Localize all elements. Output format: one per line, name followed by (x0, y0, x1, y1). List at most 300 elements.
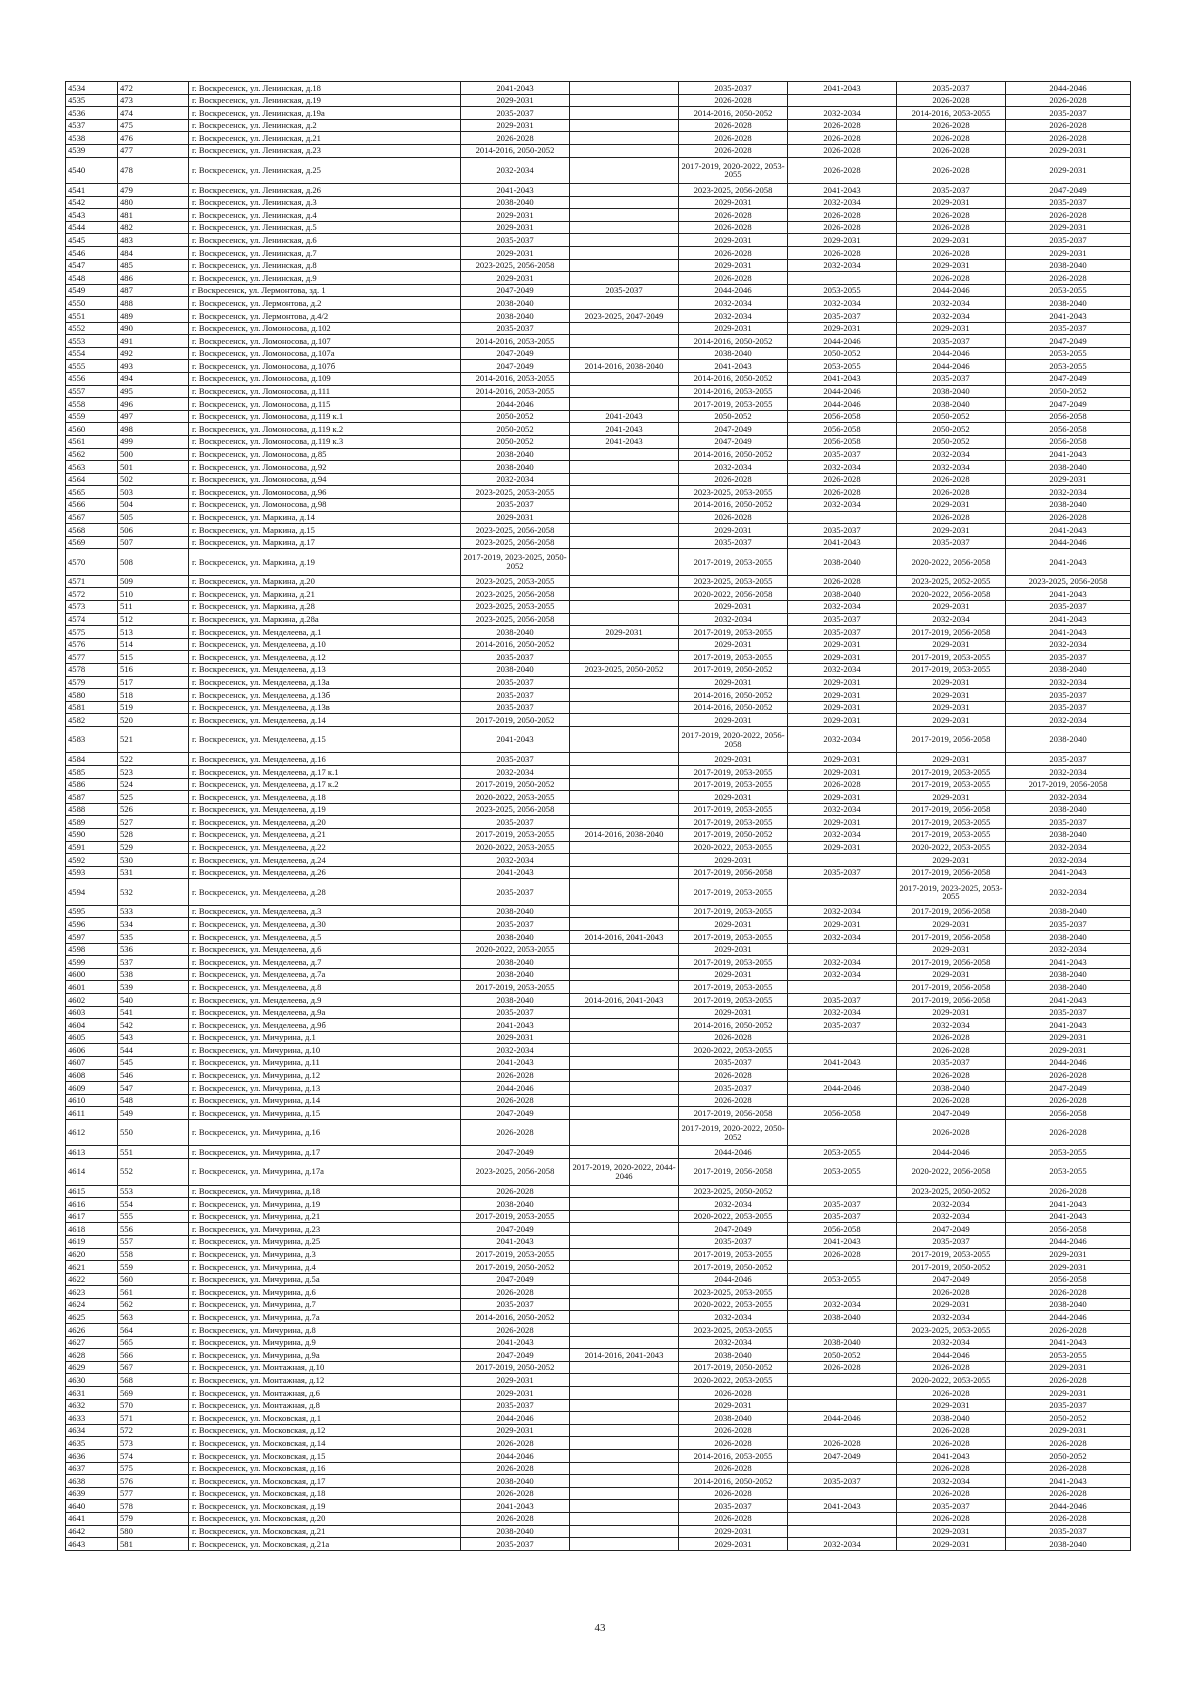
period-cell-5: 2017-2019, 2056-2058 (897, 905, 1006, 918)
table-row (66, 410, 1131, 423)
period-cell-1: 2032-2034 (461, 1044, 570, 1057)
period-cell-3: 2035-2037 (679, 1056, 788, 1069)
row-number-cell: 4591 (66, 841, 118, 854)
item-number-cell: 562 (118, 1298, 189, 1311)
period-cell-5: 2017-2019, 2053-2055 (897, 778, 1006, 791)
address-cell: г. Воскресенск, ул. Менделеева, д.7а (189, 968, 461, 981)
period-cell-3: 2023-2025, 2053-2055 (679, 1324, 788, 1337)
address-cell: г. Воскресенск, ул. Менделеева, д.30 (189, 918, 461, 931)
period-cell-4: 2041-2043 (788, 536, 897, 549)
period-cell-3: 2032-2034 (679, 1311, 788, 1324)
period-cell-3: 2032-2034 (679, 310, 788, 323)
item-number-cell: 484 (118, 247, 189, 260)
period-cell-1: 2035-2037 (461, 879, 570, 906)
period-cell-6: 2053-2055 (1006, 347, 1131, 360)
period-cell-6: 2026-2028 (1006, 1487, 1131, 1500)
period-cell-6: 2050-2052 (1006, 1450, 1131, 1463)
period-cell-3: 2026-2028 (679, 511, 788, 524)
period-cell-4 (788, 272, 897, 285)
period-cell-2 (570, 448, 679, 461)
table-row (66, 1336, 1131, 1349)
period-cell-6: 2041-2043 (1006, 588, 1131, 601)
period-cell-1: 2023-2025, 2056-2058 (461, 803, 570, 816)
table-row (66, 360, 1131, 373)
period-cell-2 (570, 157, 679, 184)
period-cell-4: 2041-2043 (788, 1056, 897, 1069)
page-number: 43 (594, 1622, 606, 1634)
period-cell-5: 2029-2031 (897, 676, 1006, 689)
row-number-cell: 4551 (66, 310, 118, 323)
item-number-cell: 539 (118, 981, 189, 994)
item-number-cell: 540 (118, 994, 189, 1007)
period-cell-6: 2026-2028 (1006, 1119, 1131, 1146)
row-number-cell: 4544 (66, 221, 118, 234)
period-cell-4 (788, 1424, 897, 1437)
table-row (66, 1424, 1131, 1437)
table-row (66, 638, 1131, 651)
period-cell-5: 2032-2034 (897, 1198, 1006, 1211)
table-row (66, 626, 1131, 639)
period-cell-2 (570, 549, 679, 576)
period-cell-5: 2032-2034 (897, 1311, 1006, 1324)
item-number-cell: 516 (118, 663, 189, 676)
period-cell-5: 2026-2028 (897, 1487, 1006, 1500)
period-cell-1: 2050-2052 (461, 410, 570, 423)
row-number-cell: 4557 (66, 385, 118, 398)
period-cell-3: 2029-2031 (679, 196, 788, 209)
period-cell-6: 2053-2055 (1006, 1159, 1131, 1186)
row-number-cell: 4635 (66, 1437, 118, 1450)
address-cell: г. Воскресенск, ул. Менделеева, д.13 (189, 663, 461, 676)
period-cell-3: 2017-2019, 2053-2055 (679, 879, 788, 906)
period-cell-5: 2029-2031 (897, 714, 1006, 727)
period-cell-3: 2017-2019, 2053-2055 (679, 1248, 788, 1261)
address-cell: г. Воскресенск, ул. Мичурина, д.7а (189, 1311, 461, 1324)
period-cell-6: 2047-2049 (1006, 1082, 1131, 1095)
period-cell-1: 2038-2040 (461, 1525, 570, 1538)
period-cell-1: 2038-2040 (461, 1475, 570, 1488)
period-cell-6: 2056-2058 (1006, 435, 1131, 448)
period-cell-4: 2035-2037 (788, 1475, 897, 1488)
item-number-cell: 534 (118, 918, 189, 931)
table-row (66, 1069, 1131, 1082)
item-number-cell: 498 (118, 423, 189, 436)
period-cell-3: 2017-2019, 2053-2055 (679, 778, 788, 791)
table-row (66, 157, 1131, 184)
period-cell-4: 2041-2043 (788, 1235, 897, 1248)
address-cell: г. Воскресенск, ул. Ленинская, д.5 (189, 221, 461, 234)
period-cell-4: 2050-2052 (788, 347, 897, 360)
address-cell: г. Воскресенск, ул. Маркина, д.20 (189, 575, 461, 588)
period-cell-2 (570, 689, 679, 702)
period-cell-5: 2014-2016, 2053-2055 (897, 107, 1006, 120)
row-number-cell: 4552 (66, 322, 118, 335)
period-cell-2 (570, 335, 679, 348)
period-cell-3: 2014-2016, 2053-2055 (679, 1450, 788, 1463)
table-row (66, 1525, 1131, 1538)
period-cell-1: 2038-2040 (461, 968, 570, 981)
row-number-cell: 4606 (66, 1044, 118, 1057)
period-cell-5: 2050-2052 (897, 423, 1006, 436)
item-number-cell: 477 (118, 144, 189, 157)
period-cell-6: 2038-2040 (1006, 803, 1131, 816)
row-number-cell: 4579 (66, 676, 118, 689)
period-cell-3: 2029-2031 (679, 259, 788, 272)
row-number-cell: 4593 (66, 866, 118, 879)
period-cell-2 (570, 1437, 679, 1450)
item-number-cell: 472 (118, 82, 189, 95)
period-cell-5: 2029-2031 (897, 753, 1006, 766)
period-cell-5: 2047-2049 (897, 1273, 1006, 1286)
table-row (66, 524, 1131, 537)
item-number-cell: 499 (118, 435, 189, 448)
period-cell-4: 2035-2037 (788, 626, 897, 639)
period-cell-6: 2035-2037 (1006, 816, 1131, 829)
period-cell-3: 2017-2019, 2053-2055 (679, 931, 788, 944)
address-cell: г. Воскресенск, ул. Мичурина, д.17а (189, 1159, 461, 1186)
period-cell-1: 2014-2016, 2053-2055 (461, 335, 570, 348)
address-cell: г. Воскресенск, ул. Мичурина, д.12 (189, 1069, 461, 1082)
period-cell-5: 2026-2028 (897, 132, 1006, 145)
period-cell-5: 2032-2034 (897, 461, 1006, 474)
period-cell-4: 2026-2028 (788, 157, 897, 184)
table-row (66, 297, 1131, 310)
row-number-cell: 4548 (66, 272, 118, 285)
period-cell-6: 2050-2052 (1006, 385, 1131, 398)
row-number-cell: 4576 (66, 638, 118, 651)
table-row (66, 841, 1131, 854)
period-cell-4 (788, 879, 897, 906)
table-row (66, 435, 1131, 448)
period-cell-2 (570, 297, 679, 310)
period-cell-2 (570, 1450, 679, 1463)
period-cell-2 (570, 1462, 679, 1475)
row-number-cell: 4542 (66, 196, 118, 209)
period-cell-2 (570, 905, 679, 918)
period-cell-6: 2038-2040 (1006, 981, 1131, 994)
table-row (66, 956, 1131, 969)
address-cell: г. Воскресенск, ул. Менделеева, д.6 (189, 943, 461, 956)
period-cell-2 (570, 676, 679, 689)
table-row (66, 854, 1131, 867)
period-cell-5: 2026-2028 (897, 1512, 1006, 1525)
item-number-cell: 570 (118, 1399, 189, 1412)
row-number-cell: 4636 (66, 1450, 118, 1463)
item-number-cell: 482 (118, 221, 189, 234)
period-cell-5: 2026-2028 (897, 209, 1006, 222)
period-cell-4 (788, 94, 897, 107)
row-number-cell: 4575 (66, 626, 118, 639)
row-number-cell: 4610 (66, 1094, 118, 1107)
address-cell: г. Воскресенск, ул. Мичурина, д.25 (189, 1235, 461, 1248)
period-cell-6: 2056-2058 (1006, 1273, 1131, 1286)
item-number-cell: 572 (118, 1424, 189, 1437)
period-cell-3: 2026-2028 (679, 272, 788, 285)
period-cell-1: 2017-2019, 2050-2052 (461, 1361, 570, 1374)
period-cell-5: 2023-2025, 2052-2055 (897, 575, 1006, 588)
period-cell-6: 2047-2049 (1006, 398, 1131, 411)
period-cell-4 (788, 1487, 897, 1500)
period-cell-1: 2017-2019, 2050-2052 (461, 1261, 570, 1274)
item-number-cell: 541 (118, 1006, 189, 1019)
period-cell-6: 2032-2034 (1006, 486, 1131, 499)
address-cell: г. Воскресенск, ул. Ломоносова, д.96 (189, 486, 461, 499)
item-number-cell: 483 (118, 234, 189, 247)
address-cell: г. Воскресенск, ул. Мичурина, д.13 (189, 1082, 461, 1095)
period-cell-5: 2026-2028 (897, 1044, 1006, 1057)
row-number-cell: 4572 (66, 588, 118, 601)
item-number-cell: 486 (118, 272, 189, 285)
address-cell: г. Воскресенск, ул. Маркина, д.19 (189, 549, 461, 576)
period-cell-1: 2044-2046 (461, 1450, 570, 1463)
period-cell-4 (788, 1261, 897, 1274)
period-cell-2 (570, 701, 679, 714)
period-cell-5: 2026-2028 (897, 1031, 1006, 1044)
period-cell-4: 2050-2052 (788, 1349, 897, 1362)
address-cell: г. Воскресенск, ул. Мичурина, д.4 (189, 1261, 461, 1274)
period-cell-5: 2050-2052 (897, 435, 1006, 448)
row-number-cell: 4598 (66, 943, 118, 956)
period-cell-1: 2029-2031 (461, 1387, 570, 1400)
period-cell-5: 2026-2028 (897, 473, 1006, 486)
period-cell-2 (570, 247, 679, 260)
period-cell-5: 2023-2025, 2050-2052 (897, 1185, 1006, 1198)
period-cell-4: 2056-2058 (788, 435, 897, 448)
table-row (66, 1107, 1131, 1120)
period-cell-1: 2029-2031 (461, 119, 570, 132)
period-cell-2 (570, 588, 679, 601)
row-number-cell: 4600 (66, 968, 118, 981)
item-number-cell: 529 (118, 841, 189, 854)
period-cell-2 (570, 498, 679, 511)
period-cell-3: 2029-2031 (679, 854, 788, 867)
period-cell-1: 2026-2028 (461, 1462, 570, 1475)
period-cell-4: 2026-2028 (788, 473, 897, 486)
period-cell-5: 2029-2031 (897, 854, 1006, 867)
item-number-cell: 473 (118, 94, 189, 107)
row-number-cell: 4605 (66, 1031, 118, 1044)
address-cell: г. Воскресенск, ул. Ленинская, д.19 (189, 94, 461, 107)
period-cell-3: 2029-2031 (679, 943, 788, 956)
period-cell-5: 2026-2028 (897, 486, 1006, 499)
period-cell-2 (570, 1324, 679, 1337)
address-cell: г. Воскресенск, ул. Ленинская, д.26 (189, 184, 461, 197)
period-cell-4: 2032-2034 (788, 259, 897, 272)
period-cell-6: 2038-2040 (1006, 498, 1131, 511)
period-cell-3: 2017-2019, 2053-2055 (679, 803, 788, 816)
address-cell: г. Воскресенск, ул. Маркина, д.17 (189, 536, 461, 549)
item-number-cell: 558 (118, 1248, 189, 1261)
period-cell-2 (570, 1069, 679, 1082)
row-number-cell: 4594 (66, 879, 118, 906)
period-cell-5: 2023-2025, 2053-2055 (897, 1324, 1006, 1337)
period-cell-1: 2029-2031 (461, 1374, 570, 1387)
period-cell-5: 2026-2028 (897, 1462, 1006, 1475)
period-cell-6: 2038-2040 (1006, 1298, 1131, 1311)
period-cell-5: 2026-2028 (897, 1424, 1006, 1437)
address-cell: г. Воскресенск, ул. Мичурина, д.16 (189, 1119, 461, 1146)
period-cell-4: 2029-2031 (788, 841, 897, 854)
period-cell-4: 2029-2031 (788, 689, 897, 702)
period-cell-1: 2026-2028 (461, 1324, 570, 1337)
period-cell-5: 2026-2028 (897, 1286, 1006, 1299)
period-cell-3: 2017-2019, 2050-2052 (679, 1261, 788, 1274)
period-cell-1: 2014-2016, 2053-2055 (461, 372, 570, 385)
item-number-cell: 479 (118, 184, 189, 197)
period-cell-3: 2014-2016, 2050-2052 (679, 448, 788, 461)
item-number-cell: 561 (118, 1286, 189, 1299)
repair-schedule-table (65, 81, 1131, 1551)
table-row (66, 663, 1131, 676)
address-cell: г. Воскресенск, ул. Менделеева, д.1 (189, 626, 461, 639)
period-cell-5: 2029-2031 (897, 600, 1006, 613)
row-number-cell: 4561 (66, 435, 118, 448)
period-cell-1: 2023-2025, 2056-2058 (461, 524, 570, 537)
period-cell-2 (570, 981, 679, 994)
table-row (66, 803, 1131, 816)
table-row (66, 234, 1131, 247)
period-cell-5: 2032-2034 (897, 613, 1006, 626)
period-cell-1: 2038-2040 (461, 931, 570, 944)
table-row (66, 613, 1131, 626)
period-cell-6: 2035-2037 (1006, 1399, 1131, 1412)
item-number-cell: 566 (118, 1349, 189, 1362)
period-cell-3: 2029-2031 (679, 1538, 788, 1551)
address-cell: г. Воскресенск, ул. Мичурина, д.8 (189, 1324, 461, 1337)
period-cell-6: 2026-2028 (1006, 1324, 1131, 1337)
period-cell-5: 2020-2022, 2053-2055 (897, 1374, 1006, 1387)
period-cell-1: 2032-2034 (461, 473, 570, 486)
period-cell-1: 2047-2049 (461, 1273, 570, 1286)
period-cell-5: 2038-2040 (897, 1082, 1006, 1095)
period-cell-5: 2026-2028 (897, 1387, 1006, 1400)
address-cell: г. Воскресенск, ул. Менделеева, д.21 (189, 828, 461, 841)
period-cell-4: 2056-2058 (788, 1223, 897, 1236)
period-cell-6: 2035-2037 (1006, 1006, 1131, 1019)
item-number-cell: 553 (118, 1185, 189, 1198)
table-row (66, 1198, 1131, 1211)
table-row (66, 931, 1131, 944)
table-row (66, 284, 1131, 297)
period-cell-1: 2017-2019, 2053-2055 (461, 1248, 570, 1261)
address-cell: г. Воскресенск, ул. Менделеева, д.22 (189, 841, 461, 854)
period-cell-1: 2020-2022, 2053-2055 (461, 943, 570, 956)
table-row (66, 1512, 1131, 1525)
row-number-cell: 4633 (66, 1412, 118, 1425)
period-cell-5: 2032-2034 (897, 310, 1006, 323)
table-row (66, 107, 1131, 120)
period-cell-6: 2041-2043 (1006, 1019, 1131, 1032)
period-cell-1: 2038-2040 (461, 310, 570, 323)
item-number-cell: 513 (118, 626, 189, 639)
item-number-cell: 554 (118, 1198, 189, 1211)
table-row (66, 1031, 1131, 1044)
period-cell-5: 2026-2028 (897, 1069, 1006, 1082)
period-cell-2 (570, 753, 679, 766)
period-cell-4: 2053-2055 (788, 284, 897, 297)
period-cell-3: 2029-2031 (679, 753, 788, 766)
period-cell-4: 2026-2028 (788, 1361, 897, 1374)
period-cell-5: 2026-2028 (897, 221, 1006, 234)
item-number-cell: 480 (118, 196, 189, 209)
period-cell-4: 2026-2028 (788, 1437, 897, 1450)
period-cell-3: 2032-2034 (679, 1198, 788, 1211)
period-cell-1: 2035-2037 (461, 234, 570, 247)
row-number-cell: 4580 (66, 689, 118, 702)
table-row (66, 816, 1131, 829)
period-cell-1: 2041-2043 (461, 1019, 570, 1032)
address-cell: г. Воскресенск, ул. Московская, д.21 (189, 1525, 461, 1538)
item-number-cell: 552 (118, 1159, 189, 1186)
row-number-cell: 4559 (66, 410, 118, 423)
period-cell-3: 2014-2016, 2050-2052 (679, 372, 788, 385)
period-cell-4: 2032-2034 (788, 600, 897, 613)
item-number-cell: 515 (118, 651, 189, 664)
item-number-cell: 546 (118, 1069, 189, 1082)
table-row (66, 651, 1131, 664)
period-cell-4: 2026-2028 (788, 119, 897, 132)
period-cell-4: 2032-2034 (788, 905, 897, 918)
period-cell-6: 2035-2037 (1006, 753, 1131, 766)
period-cell-1: 2044-2046 (461, 1082, 570, 1095)
period-cell-6: 2026-2028 (1006, 511, 1131, 524)
period-cell-2 (570, 1298, 679, 1311)
row-number-cell: 4537 (66, 119, 118, 132)
item-number-cell: 491 (118, 335, 189, 348)
period-cell-5: 2032-2034 (897, 1336, 1006, 1349)
address-cell: г. Воскресенск, ул. Ломоносова, д.85 (189, 448, 461, 461)
period-cell-3: 2017-2019, 2053-2055 (679, 994, 788, 1007)
item-number-cell: 577 (118, 1487, 189, 1500)
item-number-cell: 545 (118, 1056, 189, 1069)
period-cell-2 (570, 221, 679, 234)
row-number-cell: 4617 (66, 1210, 118, 1223)
period-cell-6: 2029-2031 (1006, 1387, 1131, 1400)
item-number-cell: 531 (118, 866, 189, 879)
period-cell-5: 2029-2031 (897, 1399, 1006, 1412)
period-cell-2 (570, 1210, 679, 1223)
address-cell: г. Воскресенск, ул. Ленинская, д.21 (189, 132, 461, 145)
period-cell-2 (570, 1374, 679, 1387)
table-row (66, 372, 1131, 385)
address-cell: г. Воскресенск, ул. Мичурина, д.21 (189, 1210, 461, 1223)
period-cell-3: 2017-2019, 2020-2022, 2050-2052 (679, 1119, 788, 1146)
item-number-cell: 548 (118, 1094, 189, 1107)
period-cell-1: 2041-2043 (461, 726, 570, 753)
period-cell-1: 2035-2037 (461, 918, 570, 931)
address-cell: г. Воскресенск, ул. Мичурина, д.5а (189, 1273, 461, 1286)
period-cell-2 (570, 1006, 679, 1019)
period-cell-6: 2053-2055 (1006, 284, 1131, 297)
table-row (66, 322, 1131, 335)
period-cell-6: 2026-2028 (1006, 1185, 1131, 1198)
table-row (66, 272, 1131, 285)
address-cell: г. Воскресенск, ул. Менделеева, д.17 к.2 (189, 778, 461, 791)
period-cell-5: 2029-2031 (897, 1298, 1006, 1311)
period-cell-6: 2053-2055 (1006, 1146, 1131, 1159)
period-cell-3: 2014-2016, 2050-2052 (679, 1475, 788, 1488)
period-cell-3: 2044-2046 (679, 1273, 788, 1286)
address-cell: г. Воскресенск, ул. Ленинская, д.9 (189, 272, 461, 285)
table-row (66, 1094, 1131, 1107)
item-number-cell: 501 (118, 461, 189, 474)
period-cell-3: 2029-2031 (679, 638, 788, 651)
row-number-cell: 4608 (66, 1069, 118, 1082)
address-cell: г. Воскресенск, ул. Менделеева, д.26 (189, 866, 461, 879)
period-cell-1: 2017-2019, 2050-2052 (461, 714, 570, 727)
period-cell-2 (570, 1336, 679, 1349)
item-number-cell: 506 (118, 524, 189, 537)
